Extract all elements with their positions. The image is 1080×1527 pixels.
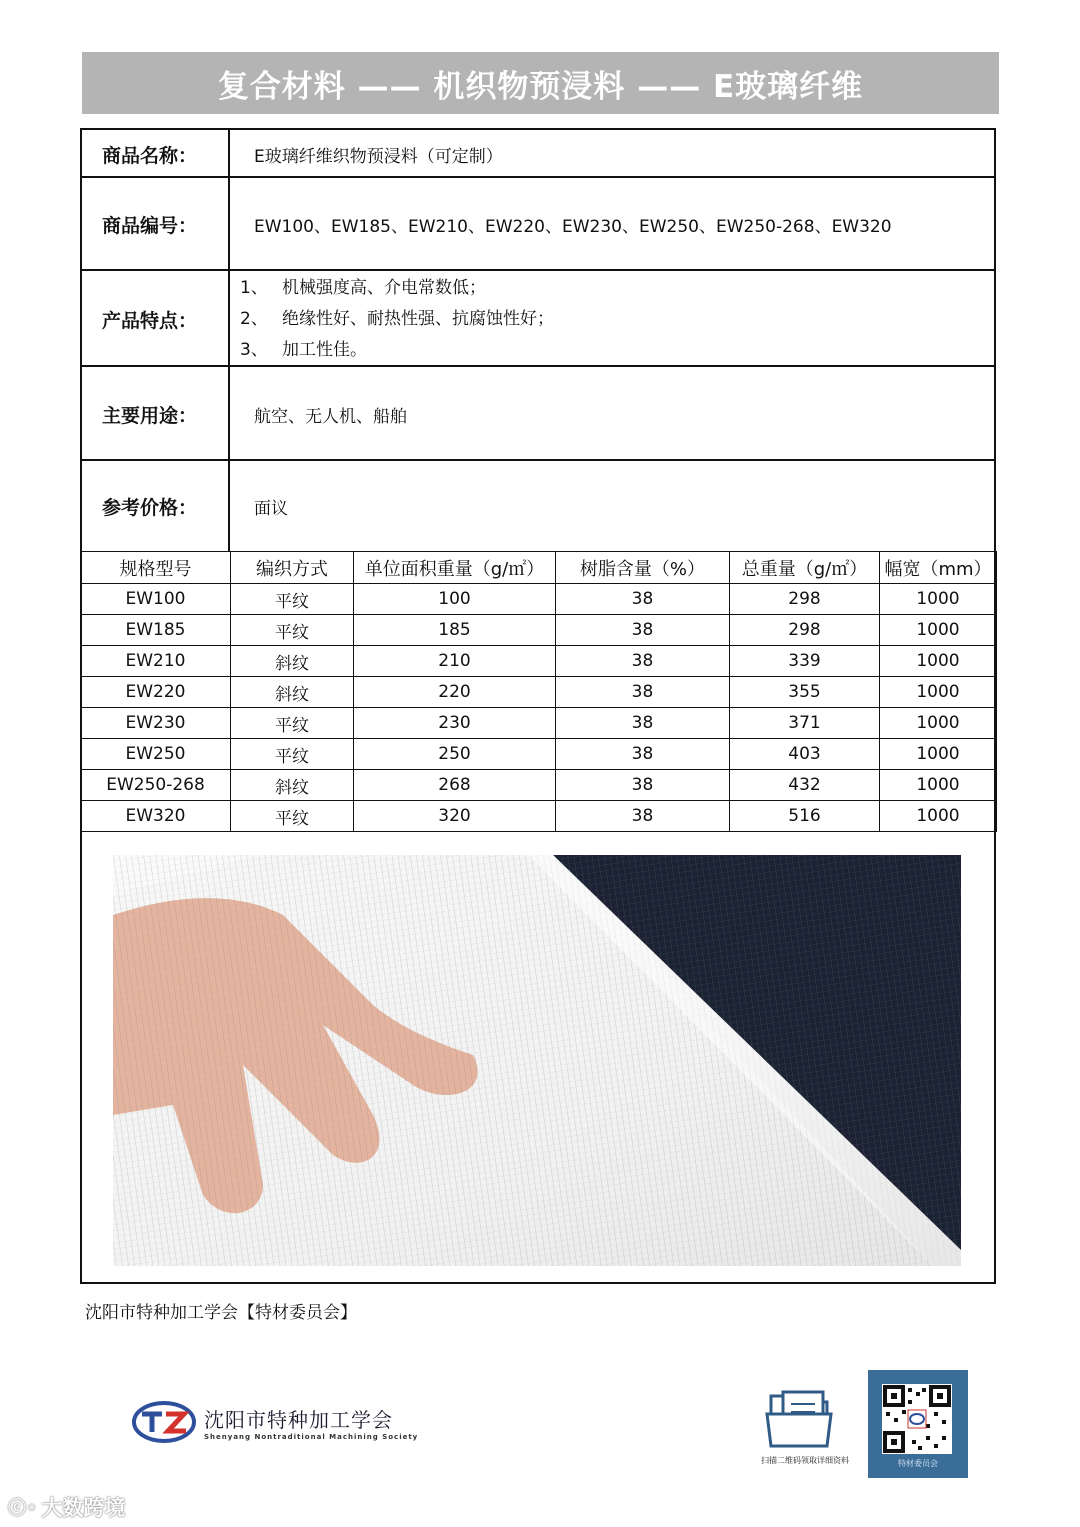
features-label: 产品特点： [80, 271, 230, 367]
col-header-areal-weight: 单位面积重量（g/㎡） [354, 552, 556, 584]
price-label: 参考价格： [80, 461, 230, 552]
cell-width: 1000 [880, 615, 997, 646]
cell-width: 1000 [880, 801, 997, 832]
cell-resin: 38 [556, 615, 730, 646]
watermark-logo-icon: ⓒ◦ [8, 1498, 38, 1519]
feature-item: 1、 机械强度高、介电常数低； [240, 277, 486, 298]
cell-model: EW230 [81, 708, 231, 739]
cell-weave: 平纹 [231, 708, 354, 739]
price-value: 面议 [254, 499, 288, 519]
row-features [80, 269, 996, 367]
row-product-code [80, 176, 996, 271]
scan-caption: 扫描二维码领取详细资料 [761, 1456, 849, 1465]
table-row [81, 708, 997, 739]
cell-total-weight: 298 [730, 584, 880, 615]
table-row [81, 801, 997, 832]
feature-item: 3、 加工性佳。 [240, 339, 367, 360]
cell-weave: 平纹 [231, 739, 354, 770]
society-logo [132, 1400, 418, 1444]
row-usage [80, 365, 996, 461]
cell-width: 1000 [880, 770, 997, 801]
cell-width: 1000 [880, 646, 997, 677]
table-row [81, 646, 997, 677]
cell-model: EW250 [81, 739, 231, 770]
product-name-label: 商品名称： [80, 130, 230, 178]
table-row [81, 584, 997, 615]
cell-resin: 38 [556, 708, 730, 739]
product-code-label: 商品编号： [80, 178, 230, 271]
col-header-model: 规格型号 [81, 552, 231, 584]
product-code-value: EW100、EW185、EW210、EW220、EW230、EW250、EW250-268、EW320 [254, 217, 892, 237]
cell-total-weight: 403 [730, 739, 880, 770]
cell-model: EW320 [81, 801, 231, 832]
table-row [81, 739, 997, 770]
row-product-name [80, 128, 996, 178]
cell-areal-weight: 250 [354, 739, 556, 770]
cell-model: EW210 [81, 646, 231, 677]
product-photo [113, 855, 961, 1266]
cell-model: EW100 [81, 584, 231, 615]
cell-weave: 平纹 [231, 584, 354, 615]
cell-resin: 38 [556, 646, 730, 677]
usage-label: 主要用途： [80, 367, 230, 461]
table-row [81, 677, 997, 708]
cell-model: EW220 [81, 677, 231, 708]
cell-model: EW185 [81, 615, 231, 646]
qr-panel[interactable] [868, 1370, 968, 1478]
table-row [81, 615, 997, 646]
cell-width: 1000 [880, 584, 997, 615]
cell-weave: 斜纹 [231, 770, 354, 801]
cell-resin: 38 [556, 770, 730, 801]
cell-resin: 38 [556, 677, 730, 708]
row-price [80, 459, 996, 552]
folder-icon [765, 1388, 837, 1448]
qr-caption: 特材委员会 [898, 1459, 938, 1468]
table-row [81, 770, 997, 801]
col-header-width: 幅宽（mm） [880, 552, 997, 584]
cell-model: EW250-268 [81, 770, 231, 801]
cell-areal-weight: 230 [354, 708, 556, 739]
cell-areal-weight: 268 [354, 770, 556, 801]
tz-logo-icon [132, 1400, 196, 1444]
cell-total-weight: 355 [730, 677, 880, 708]
col-header-weave: 编织方式 [231, 552, 354, 584]
features-list [230, 271, 996, 367]
cell-areal-weight: 220 [354, 677, 556, 708]
qr-code-icon[interactable] [882, 1384, 952, 1454]
page-title: 复合材料 —— 机织物预浸料 —— E玻璃纤维 [217, 68, 864, 105]
title-banner [82, 52, 999, 114]
cell-width: 1000 [880, 677, 997, 708]
cell-total-weight: 432 [730, 770, 880, 801]
cell-total-weight: 371 [730, 708, 880, 739]
cell-resin: 38 [556, 801, 730, 832]
cell-weave: 斜纹 [231, 646, 354, 677]
cell-areal-weight: 320 [354, 801, 556, 832]
cell-weave: 斜纹 [231, 677, 354, 708]
product-name-value: E玻璃纤维织物预浸料（可定制） [254, 146, 503, 167]
organization-line: 沈阳市特种加工学会【特材委员会】 [85, 1303, 357, 1323]
logo-chinese-name: 沈阳市特种加工学会 [204, 1407, 393, 1432]
watermark [8, 1492, 126, 1522]
col-header-resin: 树脂含量（%） [556, 552, 730, 584]
cell-width: 1000 [880, 739, 997, 770]
cell-areal-weight: 185 [354, 615, 556, 646]
cell-areal-weight: 210 [354, 646, 556, 677]
logo-english-name: Shenyang Nontraditional Machining Society [204, 1432, 419, 1441]
cell-areal-weight: 100 [354, 584, 556, 615]
cell-resin: 38 [556, 584, 730, 615]
feature-item: 2、 绝缘性好、耐热性强、抗腐蚀性好； [240, 308, 554, 329]
cell-resin: 38 [556, 739, 730, 770]
cell-weave: 平纹 [231, 615, 354, 646]
cell-width: 1000 [880, 708, 997, 739]
cell-total-weight: 516 [730, 801, 880, 832]
watermark-text: 大数跨境 [41, 1496, 126, 1520]
cell-total-weight: 339 [730, 646, 880, 677]
cell-total-weight: 298 [730, 615, 880, 646]
spec-table [80, 551, 997, 832]
cell-weave: 平纹 [231, 801, 354, 832]
table-header-row [81, 552, 997, 584]
usage-value: 航空、无人机、船舶 [254, 406, 407, 427]
col-header-total-weight: 总重量（g/㎡） [730, 552, 880, 584]
